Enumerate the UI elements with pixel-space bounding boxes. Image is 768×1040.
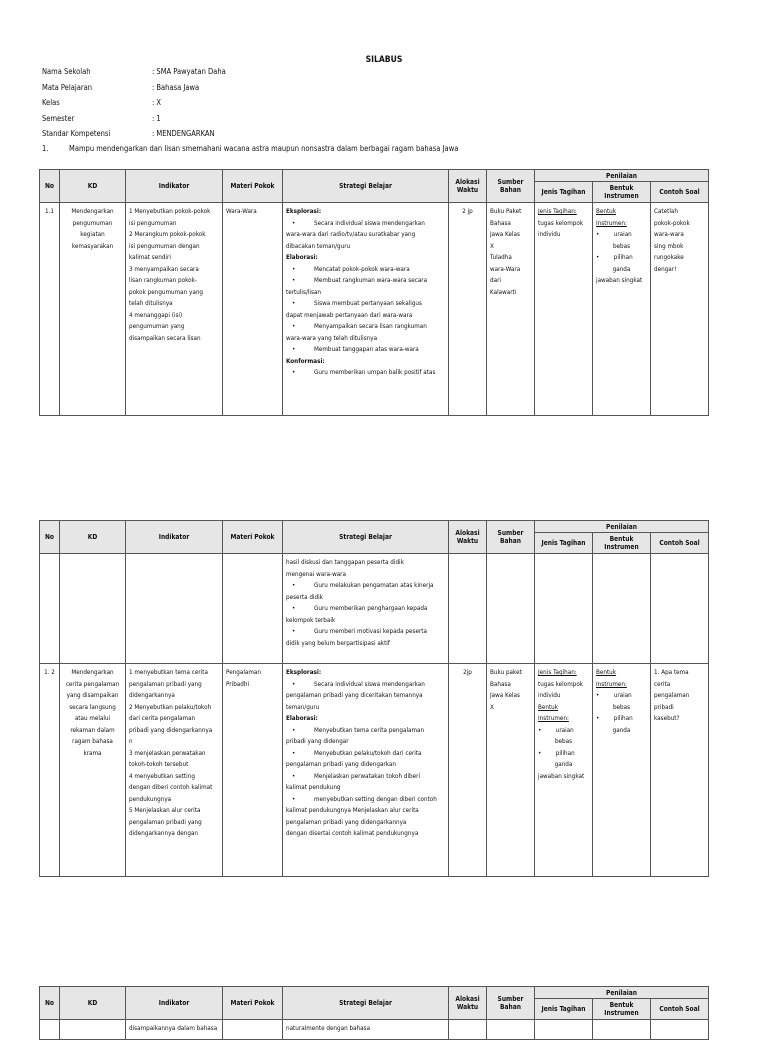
kd-line: Mendengarkan [71,208,114,215]
cell-jenis-tagihan [535,1020,593,1040]
strategi-phase-label: Elaborasi: [286,254,318,261]
bentuk-line: • uraian [596,231,632,238]
materi-line: Pribadhi [226,680,250,688]
header-no: No [40,521,60,554]
kd-line: ragam bahasa [72,738,113,745]
cell-indikator [126,664,223,877]
alokasi-value: 2 jp [462,208,473,215]
strategi-bullet: • Menyampaikan secara lisan rangkuman [286,321,445,333]
indikator-line: 2 Menyebutkan pelaku/tokoh [129,703,212,711]
strategi-bullet: • Guru memberikan umpan balik positif atas [286,367,445,379]
strategi-line: pengalaman pribadi yang didengarkannya [286,818,407,826]
indikator-line: pengalaman pribadi yang [129,680,202,688]
indikator-line: 4 menanggapi (isi) [129,311,183,319]
silabus-table-3 [39,986,709,1040]
strategi-line: pribadi yang didengar [286,738,349,745]
indikator-line: didengarkannya dengan [129,830,199,837]
contoh-line: pribadi [654,703,674,711]
meta-row [42,80,226,96]
strategi-line: wara-wara dari radio/tv/atau suratkabar yang [286,231,416,238]
header-jenis-tagihan: Jenis Tagihan [535,999,593,1020]
meta-row [42,64,226,80]
contoh-line: pokok-pokok [654,219,690,227]
bentuk-line: jawaban singkat [596,277,643,284]
indikator-line: pribadi yang didengarkannya [129,726,213,734]
indikator-line: 2 Merangkum pokok-pokok [129,231,206,238]
strategi-line: wara-wara yang telah ditulisnya [286,334,378,342]
bentuk-line: • uraian [596,692,632,699]
meta-row [42,126,226,142]
contoh-line: pengalaman [654,692,690,699]
strategi-bullet: • Guru melakukan pengamatan atas kinerja [286,580,445,592]
strategi-line: hasil diskusi dan tanggapan peserta didik [286,559,404,566]
jenis-line: • pilihan [538,749,575,757]
bentuk-line: bebas [612,242,631,250]
contoh-line: wara-wara [654,231,684,238]
sumber-line: dari [490,277,501,284]
meta-value: : 1 [152,113,161,123]
indikator-line: kalimat sendiri [129,254,171,261]
strategi-line: mengenai wara-wara [286,570,346,578]
header-no: No [40,170,60,203]
header-penilaian: Penilaian [535,170,709,182]
kd-line: cerita pengalaman [65,680,120,688]
kd-line: kegiatan [80,231,105,238]
meta-label: Nama Sekolah [42,67,91,76]
silabus-table-2 [39,520,709,877]
strategi-bullet: • Menyebutkan pelaku/tokoh dari cerita [286,748,445,760]
header-bentuk-instrumen: Bentuk Instrumen [593,533,651,554]
strategi-line: pengalaman pribadi yang diceritakan temannya [286,692,423,699]
strategi-bullet: • Mencatat pokok-pokok wara-wara [286,264,445,276]
bentuk-line: Instrumen: [596,680,627,688]
indikator-line: 3 menjelaskan perwatakan [129,749,206,757]
header-strategi-belajar: Strategi Belajar [283,521,449,554]
header-sumber-bahan: Sumber Bahan [487,170,535,203]
cell-bentuk-instrumen [593,554,651,664]
cell-no [40,203,60,416]
indikator-line: dari cerita pengalaman [129,715,196,722]
header-no: No [40,987,60,1020]
cell-sumber-bahan [487,203,535,416]
contoh-line: kasebut? [654,715,680,722]
strategi-line: dengan disertai contoh kalimat pendukungnya [286,830,419,837]
meta-value: : Bahasa Jawa [152,82,200,92]
cell-jenis-tagihan [535,554,593,664]
header-sumber-bahan: Sumber Bahan [487,987,535,1020]
contoh-line: sing mbok [654,242,684,250]
header-penilaian: Penilaian [535,987,709,999]
strategi-line: dapat menjawab pertanyaan dari wara-wara [286,311,413,319]
jenis-line: Jenis Tagihan: [538,669,577,676]
indikator-line: disampaikan secara lisan [129,334,201,342]
bentuk-line: • pilihan [596,715,633,722]
strategi-bullet: • Membuat tanggapan atas wara-wara [286,344,445,356]
strategi-bullet: • Menjelaskan perwatakan tokoh diberi [286,771,445,783]
sumber-line: Buku Paket [490,208,522,215]
strategi-phase-label: Konformasi: [286,357,325,365]
jenis-line: jawaban singkat [538,772,585,780]
jenis-line: Jenis Tagihan: [538,208,577,215]
contoh-line: rungokake [654,254,684,261]
sumber-line: X [490,703,494,711]
header-kd: KD [60,170,126,203]
cell-no [40,664,60,877]
jenis-line: tugas kelompok [538,680,584,688]
sumber-line: Jawa Kelas [490,692,520,699]
indikator-line: pendukungnya [129,795,172,803]
cell-kd [60,664,126,877]
cell-contoh-soal [651,203,709,416]
strategi-phase-label: Elaborasi: [286,715,318,722]
strategi-bullet: • Menyebutkan tema cerita pengalaman [286,725,445,737]
cell-bentuk-instrumen [593,203,651,416]
meta-label: Standar Kompetensi [42,129,111,138]
kd-line: yang disampaikan [66,692,119,699]
strategi-line: didik yang belum berpartisipasi aktif [286,639,390,647]
indikator-line: 1 menyebutkan tema cerita [129,669,208,676]
cell-strategi-belajar [283,554,449,664]
jenis-line: ganda [554,761,573,768]
header-bentuk-instrumen: Bentuk Instrumen [593,999,651,1020]
strategi-bullet: • Guru memberi motivasi kepada peserta [286,626,445,638]
meta-value: : SMA Pawyatan Daha [152,67,226,76]
bentuk-line: • pilihan [596,254,633,261]
cell-sumber-bahan [487,1020,535,1040]
sumber-line: Kalawarti [490,288,517,296]
sumber-line: Jawa Kelas [490,231,520,238]
indikator-line: 3 menyampaikan secara [129,265,199,273]
cell-bentuk-instrumen [593,1020,651,1040]
cell-indikator [126,203,223,416]
header-contoh-soal: Contoh Soal [651,999,709,1020]
strategi-bullet: • Secara individual siswa mendengarkan [286,218,445,230]
strategi-line: teman/guru [286,703,320,711]
strategi-phase-label: Eksplorasi: [286,208,322,215]
meta-value: : MENDENGARKAN [152,129,215,138]
indikator-line: 4 menyebutkan setting [129,772,195,780]
header-bentuk-instrumen: Bentuk Instrumen [593,182,651,203]
sumber-line: Tuladha [490,254,512,261]
meta-label: Kelas [42,98,60,107]
kd-line: atau melalui [74,715,111,722]
bentuk-line: ganda [612,265,631,273]
header-strategi-belajar: Strategi Belajar [283,170,449,203]
cell-contoh-soal [651,554,709,664]
jenis-line: Instrumen: [538,715,569,722]
cell-strategi-belajar [283,1020,449,1040]
cell-materi-pokok [223,203,283,416]
jenis-line: • uraian [538,726,574,734]
strategi-line: naturalmente dengan bahasa [286,1025,371,1032]
jenis-line: individu [538,692,561,699]
jenis-line: bebas [554,738,573,745]
kd-line: secara langsung [69,703,116,711]
meta-label: Mata Pelajaran [42,82,93,92]
silabus-table-1 [39,169,709,416]
indikator-line: isi pengumuman dengan [129,242,200,250]
contoh-line: dengar! [654,265,677,273]
indikator-line: 5 Menjelaskan alur cerita [129,807,201,814]
row-number: 1. 2 [44,669,55,676]
cell-alokasi-waktu [449,1020,487,1040]
cell-alokasi-waktu [449,554,487,664]
sk-number: 1. [42,144,49,153]
indikator-line: pengalaman pribadi yang [129,818,202,826]
metadata-block [42,64,226,142]
header-jenis-tagihan: Jenis Tagihan [535,182,593,203]
cell-contoh-soal [651,1020,709,1040]
header-alokasi-waktu: Alokasi Waktu [449,521,487,554]
header-alokasi-waktu: Alokasi Waktu [449,170,487,203]
cell-sumber-bahan [487,664,535,877]
materi-line: Pengalaman [226,669,261,676]
cell-kd [60,554,126,664]
strategi-line: kelompok terbaik [286,616,336,624]
indikator-line: n [129,738,133,745]
cell-no [40,554,60,664]
cell-alokasi-waktu [449,203,487,416]
kd-line: kemasyarakan [71,242,114,250]
bentuk-line: bebas [612,703,631,711]
strategi-line: kalimat pendukung [286,784,341,791]
kd-line: krama [83,749,102,757]
bentuk-line: Instrumen: [596,219,627,227]
sumber-line: wara-Wara [490,265,521,273]
cell-jenis-tagihan [535,203,593,416]
indikator-line: isi pengumuman [129,219,177,227]
materi-line: Wara-Wara [226,208,257,215]
cell-strategi-belajar [283,203,449,416]
cell-kd [60,203,126,416]
indikator-line: tokoh-tokoh tersebut [129,761,189,768]
row-number: 1.1 [44,208,54,215]
strategi-line: peserta didik [286,593,323,601]
header-contoh-soal: Contoh Soal [651,533,709,554]
sumber-line: Bahasa [490,680,511,688]
header-alokasi-waktu: Alokasi Waktu [449,987,487,1020]
strategi-line: pengalaman pribadi yang didengarkan [286,761,396,768]
strategi-bullet: • Guru memberikan penghargaan kepada [286,603,445,615]
sumber-line: Buku paket [490,669,522,676]
contoh-line: Catetlah [654,208,678,215]
strategi-phase-label: Eksplorasi: [286,669,322,676]
contoh-line: 1. Apa tema [654,669,689,676]
cell-indikator [126,1020,223,1040]
indikator-line: pengumuman yang [129,323,185,330]
jenis-line: tugas kelompok [538,219,584,227]
strategi-bullet: • Membuat rangkuman wara-wara secara [286,275,445,287]
header-materi-pokok: Materi Pokok [223,521,283,554]
indikator-line: lisan rangkuman pokok- [129,277,197,284]
cell-no [40,1020,60,1040]
sumber-line: X [490,242,494,250]
cell-materi-pokok [223,1020,283,1040]
alokasi-value: 2jp [463,669,472,676]
bentuk-line: Bentuk [596,669,617,676]
indikator-line: pokok pengumuman yang [129,288,204,296]
jenis-line: Bentuk [538,703,559,711]
sumber-line: Bahasa [490,219,511,227]
cell-jenis-tagihan [535,664,593,877]
cell-bentuk-instrumen [593,664,651,877]
strategi-bullet: • Siswa membuat pertanyaan sekaligus [286,298,445,310]
header-kd: KD [60,521,126,554]
header-strategi-belajar: Strategi Belajar [283,987,449,1020]
kd-line: rekaman dalam [70,726,115,734]
contoh-line: cerita [654,680,671,688]
indikator-line: disampaikannya dalam bahasa [129,1025,218,1032]
bentuk-line: ganda [612,726,631,734]
header-kd: KD [60,987,126,1020]
standar-kompetensi-line [42,144,458,153]
cell-indikator [126,554,223,664]
kd-line: Mendengarkan [71,669,114,676]
header-indikator: Indikator [126,521,223,554]
bentuk-line: Bentuk [596,208,617,215]
strategi-line: kalimat pendukungnya Menjelaskan alur cerita [286,807,419,814]
indikator-line: dengan diberi contoh kalimat [129,784,213,791]
cell-materi-pokok [223,554,283,664]
kd-line: pengumuman [72,219,113,227]
cell-sumber-bahan [487,554,535,664]
strategi-line: dibacakan teman/guru [286,242,351,250]
header-penilaian: Penilaian [535,521,709,533]
jenis-line: individu [538,231,561,238]
cell-contoh-soal [651,664,709,877]
header-indikator: Indikator [126,987,223,1020]
indikator-line: didengarkannya [129,692,175,699]
header-indikator: Indikator [126,170,223,203]
header-materi-pokok: Materi Pokok [223,170,283,203]
meta-row [42,95,226,111]
meta-value: : X [152,98,162,107]
header-materi-pokok: Materi Pokok [223,987,283,1020]
document-title: SILABUS [365,55,403,65]
indikator-line: 1 Menyebutkan pokok-pokok [129,208,211,215]
strategi-line: tertulis/lisan [286,288,322,296]
cell-strategi-belajar [283,664,449,877]
strategi-bullet: • Secara individual siswa mendengarkan [286,679,445,691]
meta-row [42,111,226,127]
indikator-line: telah ditulisnya [129,300,173,307]
cell-materi-pokok [223,664,283,877]
cell-alokasi-waktu [449,664,487,877]
sk-text: Mampu mendengarkan dan lisan smemahani wacana astra maupun nonsastra dalam berbagai ragam bahasa Jawa [69,144,459,153]
header-contoh-soal: Contoh Soal [651,182,709,203]
meta-label: Semester [42,113,75,123]
cell-kd [60,1020,126,1040]
header-sumber-bahan: Sumber Bahan [487,521,535,554]
header-jenis-tagihan: Jenis Tagihan [535,533,593,554]
strategi-bullet: • menyebutkan setting dengan diberi contoh [286,794,445,806]
